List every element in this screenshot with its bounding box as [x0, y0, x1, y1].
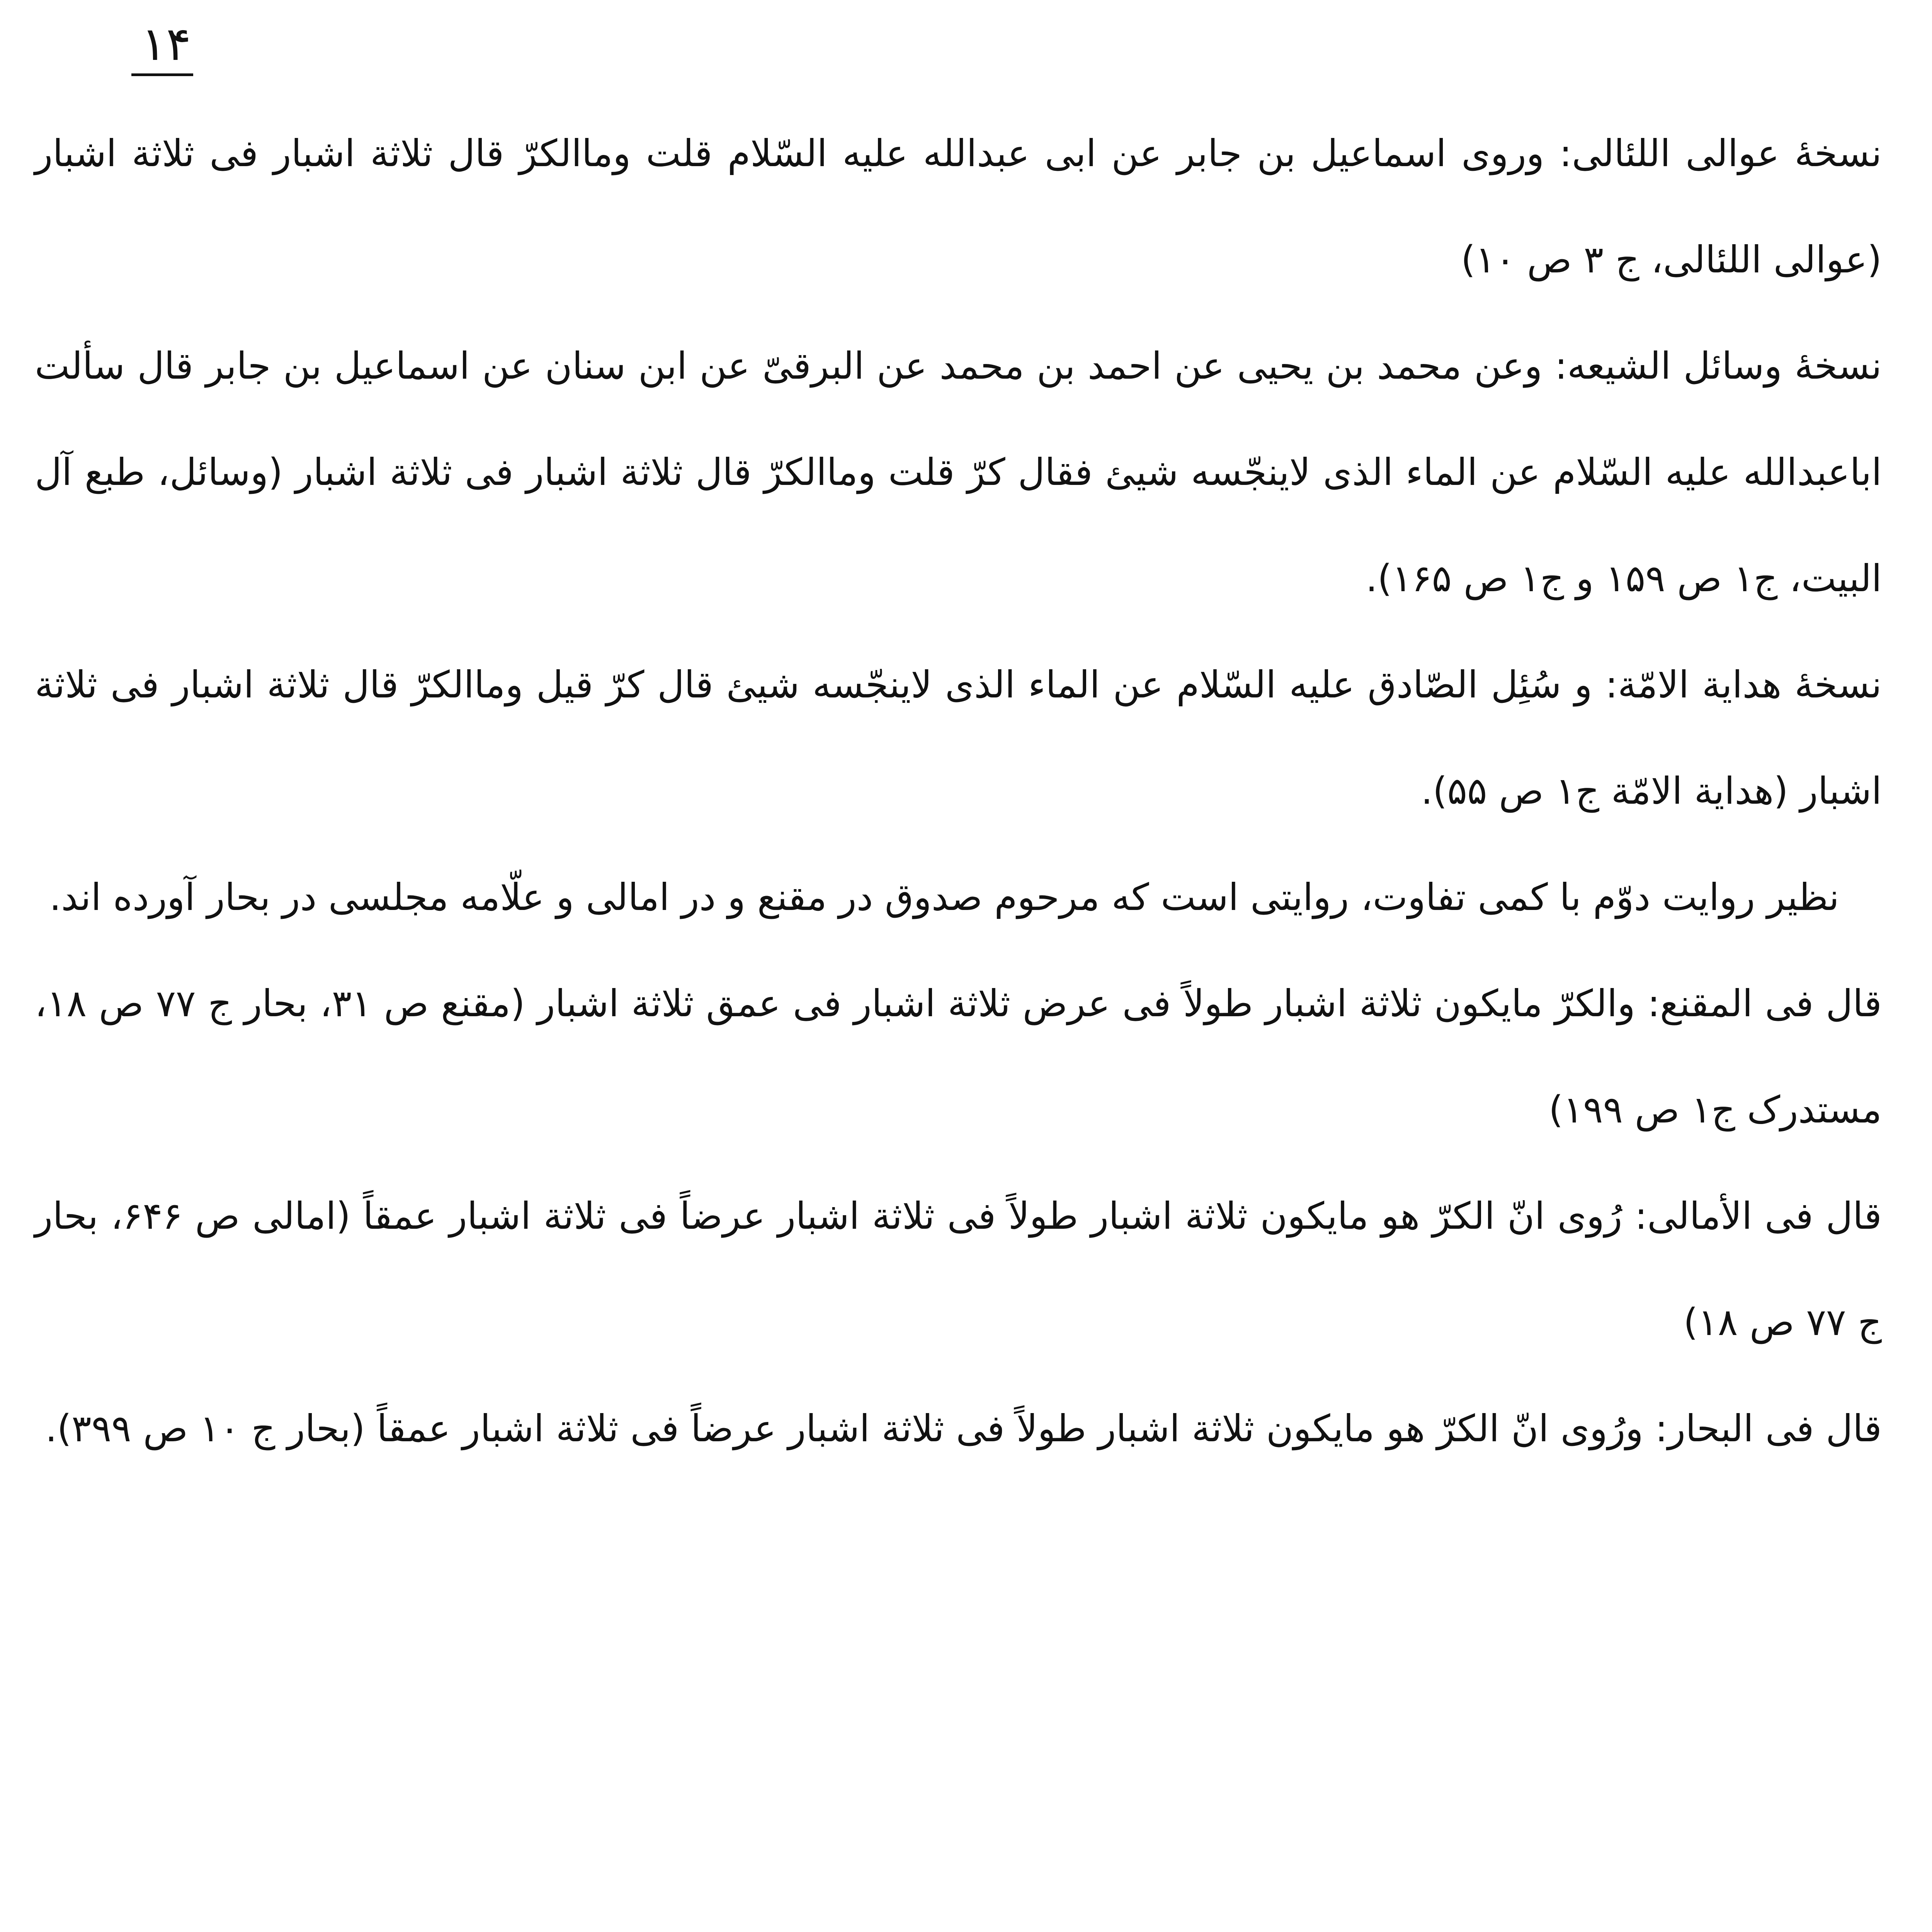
document-body [35, 100, 1882, 1482]
page-number: ۱۴ [141, 17, 191, 71]
paragraph-wasail-alshia: نسخهٔ وسائل الشیعه: وعن محمد بن یحیی عن احمد بن محمد عن البرقیّ عن ابن سنان عن اسماعیل بن جابر قال سألت اباعبدالله علیه السّلام عن الماء الذی لاینجّسه شیئ فقال کرّ قلت وماالکرّ قال ثلاثة اشبار فی ثلاثة اشبار (وسائل، طبع آل البیت، ج۱ ص ۱۵۹ و ج۱ ص ۱۶۵). [35, 344, 1882, 600]
paragraph-amali: قال فی الأمالی: رُوی انّ الکرّ هو مایکون ثلاثة اشبار طولاً فی ثلاثة اشبار عرضاً فی ثلاثة اشبار عمقاً (امالی ص ۶۴۶، بحار ج ۷۷ ص ۱۸) [35, 1194, 1882, 1344]
paragraph-commentary: نظیر روایت دوّم با کمی تفاوت، روایتی است که مرحوم صدوق در مقنع و در امالی و علّامه مجلسی در بحار آورده اند. [49, 876, 1839, 919]
paragraph-bihar: قال فی البحار: ورُوی انّ الکرّ هو مایکون ثلاثة اشبار طولاً فی ثلاثة اشبار عرضاً فی ثلاثة اشبار عمقاً (بحار ج ۱۰ ص ۳۹۹). [45, 1407, 1882, 1450]
paragraph-awali-allaali: نسخهٔ عوالی اللئالی: وروی اسماعیل بن جابر عن ابی عبدالله علیه السّلام قلت وماالکرّ قال ثلاثة اشبار فی ثلاثة اشبار (عوالی اللئالی، ج ۳ ص ۱۰) [35, 132, 1882, 281]
paragraph-hidayat-alumma: نسخهٔ هدایة الامّة: و سُئِل الصّادق علیه السّلام عن الماء الذی لاینجّسه شیئ قال کرّ قیل وماالکرّ قال ثلاثة اشبار فی ثلاثة اشبار (هدایة الامّة ج۱ ص ۵۵). [35, 663, 1882, 813]
paragraph-muqni: قال فی المقنع: والکرّ مایکون ثلاثة اشبار طولاً فی عرض ثلاثة اشبار فی عمق ثلاثة اشبار (مقنع ص ۳۱، بحار ج ۷۷ ص ۱۸، مستدرک ج۱ ص ۱۹۹) [35, 982, 1882, 1131]
page-number-underline [131, 73, 193, 76]
